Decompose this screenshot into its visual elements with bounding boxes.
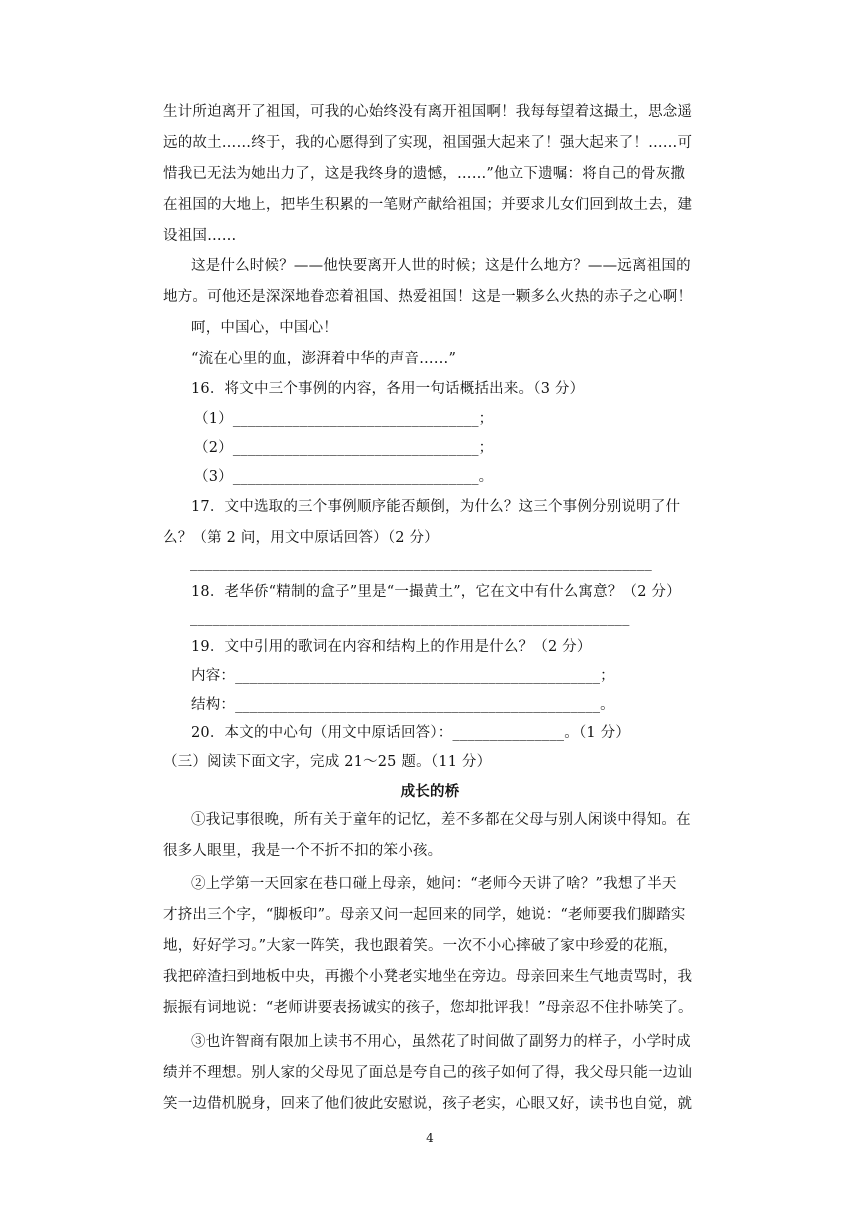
section-instruction: （三）阅读下面文字，完成 21～25 题。（11 分） (163, 754, 492, 770)
passage-paragraph-line: 很多人眼里，我是一个不折不扣的笨小孩。 (163, 843, 443, 859)
page-number: 4 (426, 1131, 434, 1145)
body-text-line: 远的故土……终于，我的心愿得到了实现，祖国强大起来了！强大起来了！……可 (163, 135, 693, 151)
body-text-line: 设祖国…… (163, 228, 237, 244)
answer-blank-16-3: （3）_________________________________。 (194, 469, 494, 485)
question-18: 18．老华侨“精制的盒子”里是“一撮黄土”，它在文中有什么寓意？（2 分） (191, 584, 681, 600)
passage-paragraph-line: 才挤出三个字，“脚板印”。母亲又问一起回来的同学，她说：“老师要我们脚踏实 (163, 907, 686, 923)
answer-blank-16-1: （1）_________________________________； (194, 411, 494, 427)
passage-title: 成长的桥 (400, 783, 460, 800)
body-text-line: 呵，中国心，中国心！ (191, 320, 338, 336)
answer-blank-19-structure: 结构：_________________________________________________。 (191, 697, 615, 713)
passage-paragraph-line: 我把碎渣扫到地板中央，再搬个小凳老实地坐在旁边。母亲回来生气地责骂时，我 (163, 969, 693, 985)
answer-blank-19-content: 内容：_________________________________________________； (191, 668, 615, 684)
question-17-cont: 么？（第 2 问，用文中原话回答）（2 分） (163, 530, 439, 546)
answer-blank-17: ______________________________________________________________ (190, 555, 652, 571)
passage-paragraph-line: 绩并不理想。别人家的父母见了面总是夸自己的孩子如何了得，我父母只能一边讪 (163, 1065, 693, 1081)
question-20: 20．本文的中心句（用文中原话回答）：_______________。（1 分） (191, 725, 631, 741)
body-text-line: 地方。可他还是深深地眷恋着祖国、热爱祖国！这是一颗多么火热的赤子之心啊！ (163, 289, 693, 305)
passage-paragraph-line: 振振有词地说：“老师讲要表扬诚实的孩子，您却批评我！”母亲忍不住扑哧笑了。 (163, 1000, 693, 1016)
lyric-quote: “流在心里的血，澎湃着中华的声音……” (191, 351, 457, 367)
question-17: 17．文中选取的三个事例顺序能否颠倒，为什么？这三个事例分别说明了什 (191, 499, 681, 515)
passage-paragraph-line: 地，好好学习。”大家一阵笑，我也跟着笑。一次不小心摔破了家中珍爱的花瓶， (163, 938, 678, 954)
answer-blank-18: ___________________________________________________________ (190, 610, 630, 626)
body-text-line: 惜我已无法为她出力了，这是我终身的遗憾，……”他立下遗嘱：将自己的骨灰撒 (163, 166, 686, 182)
passage-paragraph-line: ③也许智商有限加上读书不用心，虽然花了时间做了副努力的样子，小学时成 (191, 1034, 691, 1050)
question-16: 16．将文中三个事例的内容，各用一句话概括出来。（3 分） (191, 381, 585, 397)
body-text-line: 这是什么时候？——他快要离开人世的时候；这是什么地方？——远离祖国的 (191, 258, 691, 274)
passage-paragraph-line: ①我记事很晚，所有关于童年的记忆，差不多都在父母与别人闲谈中得知。在 (191, 812, 691, 828)
body-text-line: 生计所迫离开了祖国，可我的心始终没有离开祖国啊！我每每望着这撮土，思念遥 (163, 104, 693, 120)
passage-paragraph-line: 笑一边借机脱身，回来了他们彼此安慰说，孩子老实，心眼又好，读书也自觉，就 (163, 1096, 693, 1112)
answer-blank-16-2: （2）_________________________________； (194, 440, 494, 456)
body-text-line: 在祖国的大地上，把毕生积累的一笔财产献给祖国；并要求儿女们回到故土去，建 (163, 197, 693, 213)
passage-paragraph-line: ②上学第一天回家在巷口碰上母亲，她问：“老师今天讲了啥？”我想了半天 (191, 876, 677, 892)
question-19: 19．文中引用的歌词在内容和结构上的作用是什么？（2 分） (191, 639, 592, 655)
